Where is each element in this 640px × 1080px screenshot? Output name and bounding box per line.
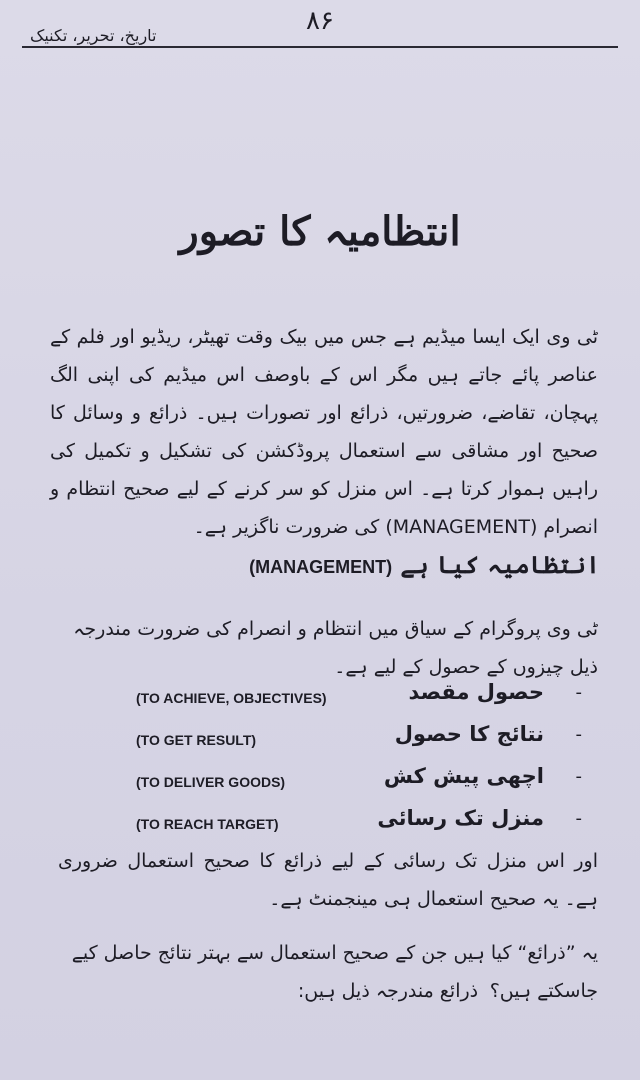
list-item-english: (TO REACH TARGET): [136, 816, 279, 832]
section-heading: [249, 550, 600, 579]
list-item-urdu: منزل تک رسائی: [377, 806, 544, 830]
section-intro: ٹی وی پروگرام کے سیاق میں انتظام و انصرام کی ضرورت مندرجہ ذیل چیزوں کے حصول کے لیے ہے۔: [73, 618, 598, 678]
list-item: [0, 722, 640, 764]
page-header: [22, 6, 618, 48]
list-item-urdu: حصول مقصد: [408, 680, 544, 704]
lead-in-line: ذرائع مندرجہ ذیل ہیں:: [297, 980, 479, 1002]
question-line: یہ ”ذرائع“ کیا ہیں جن کے صحیح استعمال سے بہتر نتائج حاصل کیے جاسکتے ہیں؟: [71, 942, 598, 1002]
list-dash: -: [575, 682, 582, 703]
section-heading-english: (MANAGEMENT): [249, 557, 393, 577]
list-item-english: (TO DELIVER GOODS): [136, 774, 286, 790]
list-dash: -: [575, 766, 582, 787]
list-dash: -: [575, 724, 582, 745]
list-dash: -: [575, 808, 582, 829]
running-head: تاریخ، تحریر، تکنیک: [30, 26, 157, 45]
page-number: ۸۶: [306, 6, 334, 36]
list-item: [0, 680, 640, 722]
chapter-title: انتظامیہ کا تصور: [179, 208, 461, 255]
section-heading-urdu: انتظامیہ کیا ہے: [400, 550, 600, 579]
list-item-urdu: اچھی پیش کش: [383, 764, 544, 788]
closing-paragraph: اور اس منزل تک رسائی کے لیے ذرائع کا صحیح استعمال ضروری ہے۔ یہ صحیح استعمال ہی مینجمنٹ ہے۔: [58, 850, 598, 910]
list-item-english: (TO ACHIEVE, OBJECTIVES): [136, 690, 327, 706]
list-item-english: (TO GET RESULT): [136, 732, 257, 748]
objectives-list: [0, 680, 640, 848]
body-paragraph: ٹی وی ایک ایسا میڈیم ہے جس میں بیک وقت تھیٹر، ریڈیو اور فلم کے عناصر پائے جاتے ہیں مگر اس کے باوصف اس میڈیم کی اپنی الگ پہچان، تقاضے، ضرورتیں، ذرائع اور تصورات ہیں۔ ذرائع و وسائل کا صحیح اور مشاقی سے استعمال پروڈکشن کی تشکیل و تکمیل کی راہیں ہموار کرتا ہے۔ اس منزل کو سر کرنے کے لیے صحیح انتظام و انصرام (MANAGEMENT) کی ضرورت ناگزیر ہے۔: [50, 326, 598, 538]
list-item: [0, 764, 640, 806]
list-item-urdu: نتائج کا حصول: [394, 722, 544, 746]
